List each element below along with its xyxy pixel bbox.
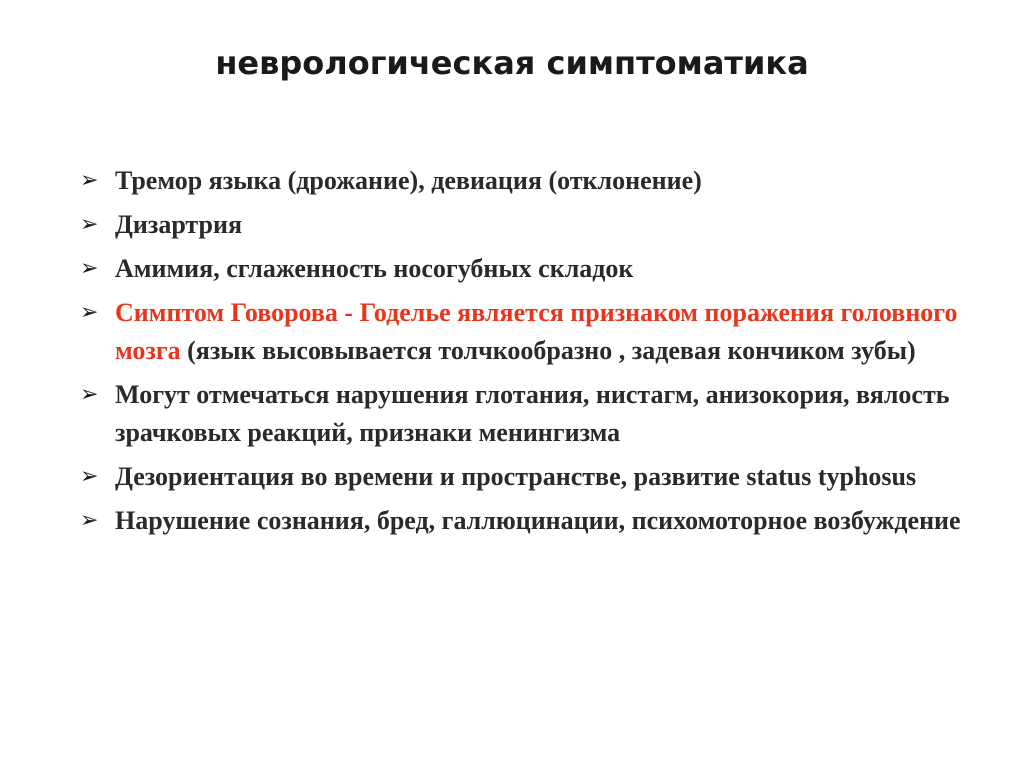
list-item	[70, 502, 970, 540]
arrowhead-bullet-icon: ➢	[80, 212, 99, 237]
item-text: Дизартрия	[115, 210, 243, 239]
arrowhead-bullet-icon: ➢	[80, 382, 99, 407]
item-text: Могут отмечаться нарушения глотания, нистагм, анизокория, вялость зрачковых реакций, признаки менингизма	[115, 380, 950, 447]
list-item	[70, 376, 970, 452]
item-highlight-text: Симптом Говорова - Годелье является признаком поражения головного мозга	[115, 298, 958, 365]
item-text: Нарушение сознания, бред, галлюцинации, психомоторное возбуждение	[115, 506, 961, 535]
item-text: (язык высовывается толчкообразно , задевая кончиком зубы)	[180, 336, 916, 365]
item-text: Тремор языка (дрожание), девиация (отклонение)	[115, 166, 702, 195]
list-item	[70, 206, 970, 244]
slide-title: неврологическая симптоматика	[215, 44, 809, 82]
item-text: Амимия, сглаженность носогубных складок	[115, 254, 634, 283]
symptom-list	[70, 162, 970, 546]
arrowhead-bullet-icon: ➢	[80, 168, 99, 193]
list-item	[70, 162, 970, 200]
item-text: Дезориентация во времени и пространстве, развитие status typhosus	[115, 462, 917, 491]
arrowhead-bullet-icon: ➢	[80, 300, 99, 325]
list-item	[70, 458, 970, 496]
arrowhead-bullet-icon: ➢	[80, 508, 99, 533]
list-item	[70, 250, 970, 288]
arrowhead-bullet-icon: ➢	[80, 256, 99, 281]
arrowhead-bullet-icon: ➢	[80, 464, 99, 489]
list-item	[70, 294, 970, 370]
